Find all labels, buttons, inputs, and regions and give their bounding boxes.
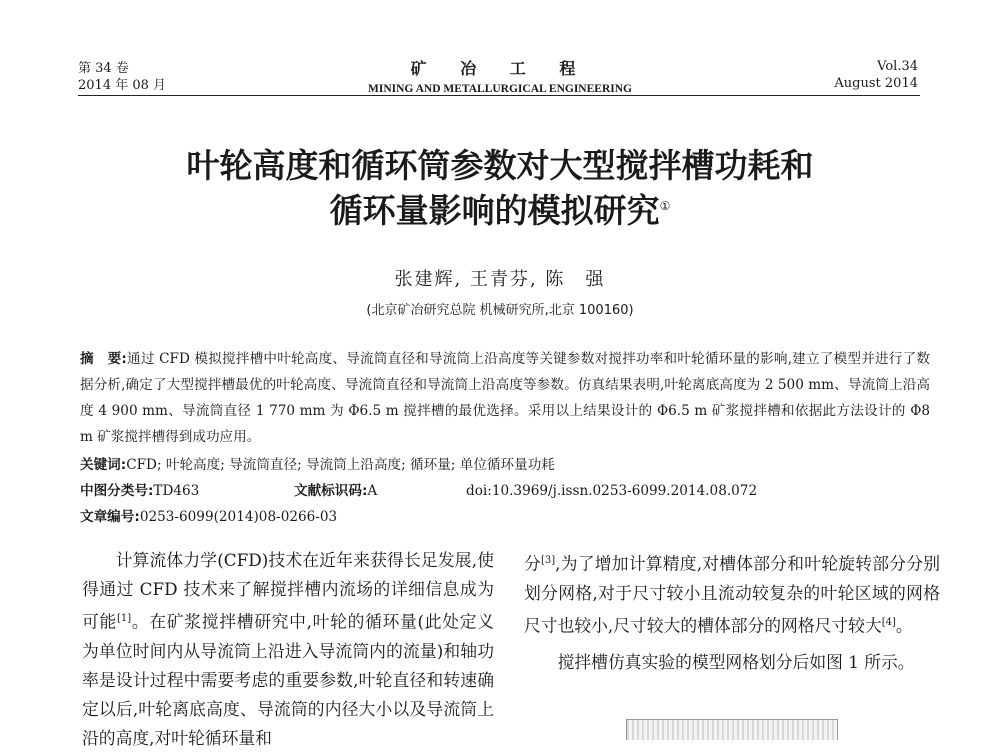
- document-code: [294, 481, 377, 501]
- authors: 张建辉, 王青芬, 陈 强: [394, 269, 606, 290]
- abstract-text: 通过 CFD 模拟搅拌槽中叶轮高度、导流筒直径和导流筒上沿高度等关键参数对搅拌功率和叶轮循环量的影响,建立了模型并进行了数据分析,确定了大型搅拌槽最优的叶轮高度、导流筒直径和导流筒上沿高度等参数。仿真结果表明,叶轮离底高度为 2 500 mm、导流筒上沿高度 4 900 mm、导流筒直径 1 770 mm 为 Φ6.5 m 搅拌槽的最优选择。采用以上结果设计的 Φ6.5 m 矿浆搅拌槽和依据此方法设计的 Φ8 m 矿浆搅拌槽得到成功应用。: [80, 351, 930, 445]
- body-paragraph: 搅拌槽仿真实验的模型网格划分后如图 1 所示。: [557, 652, 915, 673]
- affiliation: (北京矿冶研究总院 机械研究所,北京 100160): [366, 303, 634, 318]
- citation-3: [3]: [541, 555, 556, 566]
- body-paragraph: [524, 546, 940, 640]
- date-en: August 2014: [834, 76, 918, 91]
- clc-number: [80, 481, 199, 501]
- article-no-value: 0253-6099(2014)08-0266-03: [139, 509, 338, 525]
- abstract: [80, 346, 930, 450]
- doc-code-value: A: [367, 483, 378, 499]
- volume-en: Vol.34: [877, 59, 918, 74]
- doc-code-label: 文献标识码:: [294, 483, 368, 499]
- keywords: [80, 455, 555, 475]
- abstract-label: 摘 要:: [80, 351, 127, 367]
- body-column-left: [82, 546, 494, 753]
- date-cn: 2014 年 08 月: [78, 78, 167, 93]
- article-no-label: 文章编号:: [80, 509, 140, 525]
- title-footnote-mark: ①: [659, 199, 671, 213]
- body-text: 。在矿浆搅拌槽研究中,叶轮的循环量(此处定义为单位时间内从导流筒上沿进入导流筒内的流量)和轴功率是设计过程中需要考虑的重要参数,叶轮直径和转速确定以后,叶轮离底高度、导流筒的内径大小以及导流筒上沿的高度,对叶轮循环量和: [82, 611, 494, 748]
- body-text: 计算流体力学(CFD)技术在近年来获得长足发展,使得通过 CFD 技术来了解搅拌槽内流场的详细信息成为可能: [82, 550, 494, 632]
- journal-title-cn: 矿 冶 工 程: [410, 59, 590, 78]
- title-line-1: 叶轮高度和循环筒参数对大型搅拌槽功耗和: [186, 146, 814, 185]
- article-number: [80, 507, 337, 527]
- volume-cn: 第 34 卷: [78, 61, 129, 76]
- body-text: 分: [524, 553, 541, 574]
- journal-title-en: MINING AND METALLURGICAL ENGINEERING: [367, 83, 632, 95]
- body-paragraph: [82, 546, 494, 753]
- body-column-right: [524, 546, 940, 677]
- title-line-2: [0, 188, 1000, 233]
- header-right: [834, 58, 918, 92]
- keywords-label: 关键词:: [80, 457, 127, 473]
- citation-1: [1]: [116, 613, 132, 624]
- keywords-text: CFD; 叶轮高度; 导流筒直径; 导流筒上沿高度; 循环量; 单位循环量功耗: [126, 457, 555, 473]
- body-text: ,为了增加计算精度,对槽体部分和叶轮旋转部分分别划分网格,对于尺寸较小且流动较复杂的叶轮区域的网格尺寸也较小,尺寸较大的槽体部分的网格尺寸较大: [524, 553, 940, 636]
- clc-label: 中图分类号:: [80, 483, 154, 499]
- citation-4: [4]: [881, 616, 896, 628]
- header-rule: [78, 95, 920, 96]
- title-line-2-text: 循环量影响的模拟研究: [329, 191, 660, 230]
- figure-1-mesh-image: [626, 719, 838, 740]
- body-text: 。: [895, 615, 913, 636]
- clc-value: TD463: [153, 483, 200, 499]
- doi: doi:10.3969/j.issn.0253-6099.2014.08.072: [466, 483, 758, 499]
- paper-title: [0, 143, 1000, 233]
